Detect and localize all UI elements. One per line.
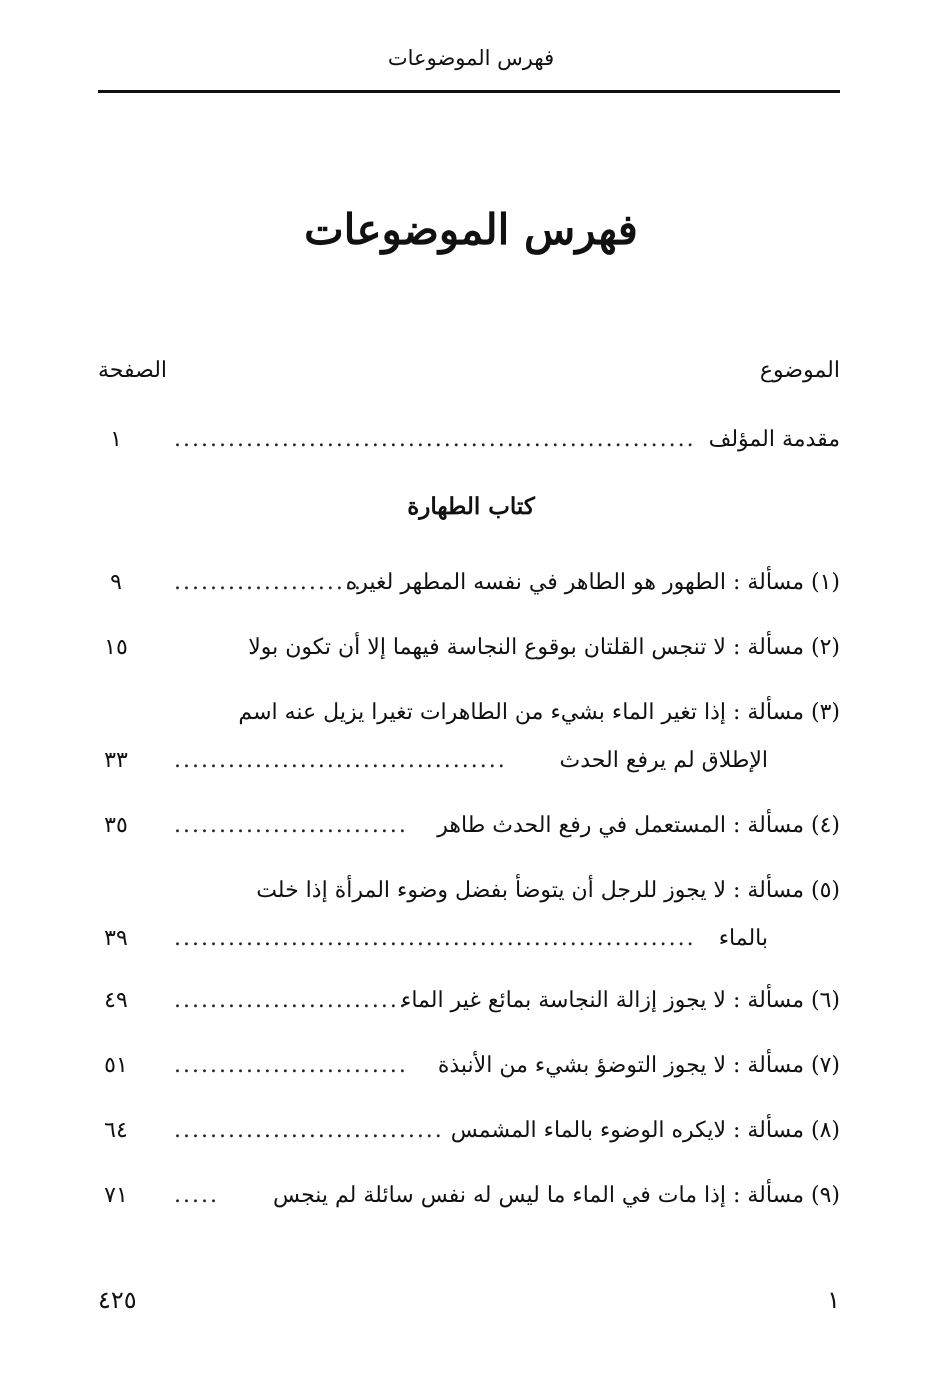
toc-page-number: ٣٥ [104,813,128,838]
toc-page-number: ٣٣ [104,748,128,773]
leader-dots: .......................................................... [174,926,696,951]
leader-dots: .......................... [174,988,408,1013]
page-title: فهرس الموضوعات [304,205,638,254]
leader-dots: ..... [174,1183,219,1208]
leader-dots: .......................... [174,813,408,838]
folio-right: ١ [827,1286,840,1314]
header-rule [98,90,840,93]
folio-left: ٤٢٥ [98,1286,137,1314]
toc-title: (٩) مسألة : إذا مات في الماء ما ليس له نفس سائلة لم ينجس [273,1183,840,1208]
toc-title: (٨) مسألة : لايكره الوضوء بالماء المشمس [450,1118,840,1143]
toc-title: (٥) مسألة : لا يجوز للرجل أن يتوضأ بفضل وضوء المرأة إذا خلت [256,878,840,903]
leader-dots: .............................. [174,1118,444,1143]
toc-page-number: ٧١ [104,1183,128,1208]
toc-page-number: ١ [110,427,122,452]
leader-dots: .......................................................... [174,427,696,452]
running-head: فهرس الموضوعات [387,46,555,70]
toc-title: مقدمة المؤلف [708,427,840,452]
toc-page-number: ٤٩ [104,988,128,1013]
toc-title-continuation: بالماء [718,926,768,951]
toc-page-number: ١٥ [104,635,128,660]
toc-title: (٤) مسألة : المستعمل في رفع الحدث طاهر [437,813,840,838]
toc-title-continuation: الإطلاق لم يرفع الحدث [559,748,768,773]
toc-title: (٢) مسألة : لا تنجس القلتان بوقوع النجاسة فيهما إلا أن تكون بولا [248,635,840,660]
toc-page-number: ٥١ [104,1053,128,1078]
section-heading: كتاب الطهارة [407,493,535,520]
toc-page-number: ٩ [110,570,122,595]
leader-dots: ..................................... [174,748,507,773]
toc-title: (٦) مسألة : لا يجوز إزالة النجاسة بمائع غير الماء [400,988,840,1013]
toc-title: (١) مسألة : الطهور هو الطاهر في نفسه المطهر لغيره [345,570,840,595]
leader-dots: .......................... [174,1053,408,1078]
leader-dots: ..................... [174,570,363,595]
toc-title: (٧) مسألة : لا يجوز التوضؤ بشيء من الأنبذة [437,1053,840,1078]
column-head-page: الصفحة [98,358,168,383]
toc-page-number: ٦٤ [104,1118,128,1143]
toc-page-number: ٣٩ [104,926,128,951]
toc-title: (٣) مسألة : إذا تغير الماء بشيء من الطاهرات تغيرا يزيل عنه اسم [238,700,840,725]
column-head-topic: الموضوع [759,358,840,383]
